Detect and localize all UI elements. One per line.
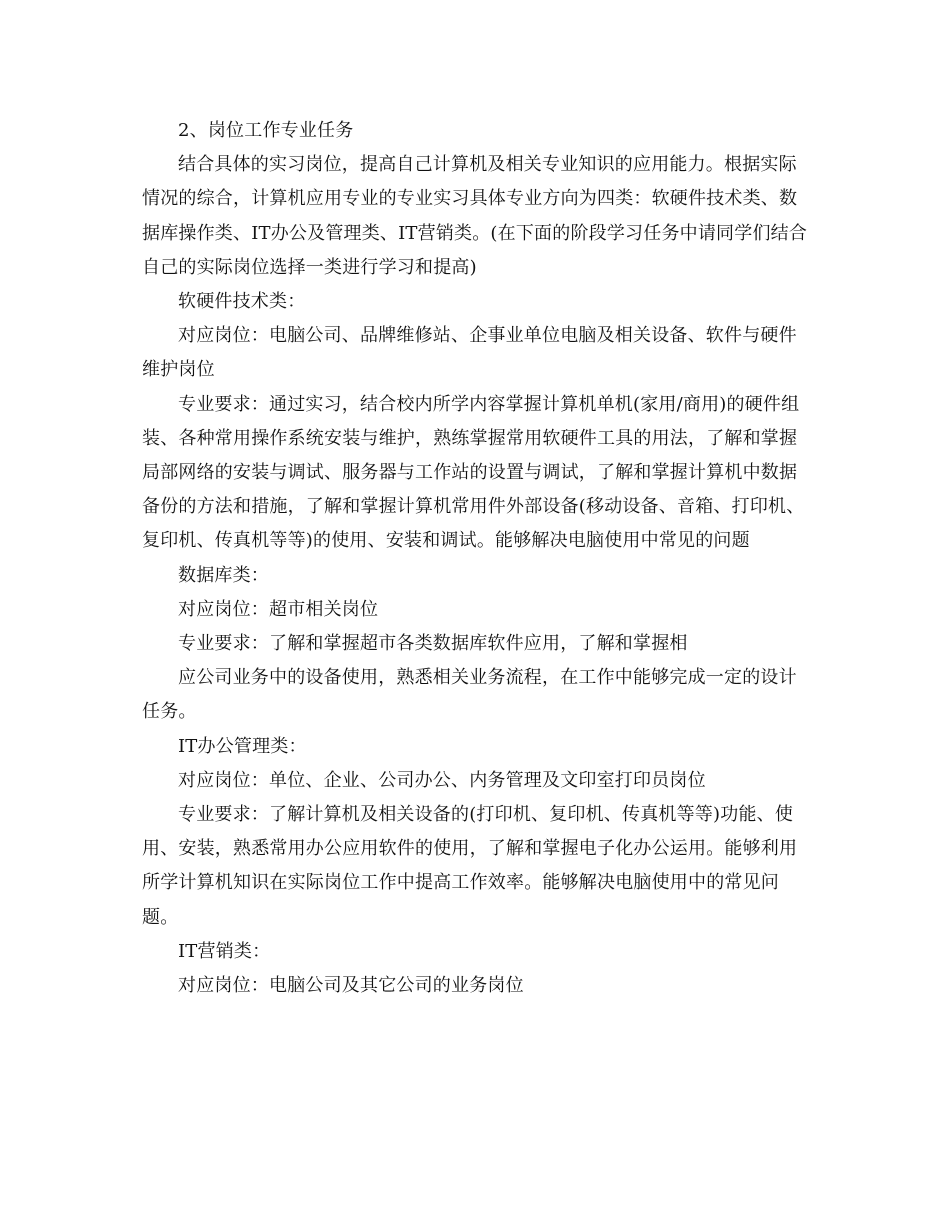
hardware-software-requirements: 专业要求：通过实习，结合校内所学内容掌握计算机单机(家用/商用)的硬件组装、各种常用操作系统安装与维护，熟练掌握常用软硬件工具的用法，了解和掌握局部网络的安装与调试、服务器与工作站的设置与调试，了解和掌握计算机中数据备份的方法和措施，了解和掌握计算机常用件外部设备(移动设备、音箱、打印机、复印机、传真机等等)的使用、安装和调试。能够解决电脑使用中常见的问题 xyxy=(142,393,805,552)
database-requirements: 专业要求：了解和掌握超市各类数据库软件应用，了解和掌握相 xyxy=(178,633,688,655)
it-office-positions: 对应岗位：单位、企业、公司办公、内务管理及文印室打印员岗位 xyxy=(178,769,706,791)
category-heading-hardware-software: 软硬件技术类： xyxy=(178,291,306,313)
database-requirements-continued: 应公司业务中的设备使用，熟悉相关业务流程，在工作中能够完成一定的设计任务。 xyxy=(142,667,797,723)
category-heading-database: 数据库类： xyxy=(178,564,269,586)
it-office-requirements: 专业要求：了解计算机及相关设备的(打印机、复印机、传真机等等)功能、使用、安装，熟悉常用办公应用软件的使用，了解和掌握电子化办公运用。能够利用所学计算机知识在实际岗位工作中提高工作效率。能够解决电脑使用中的常见问题。 xyxy=(142,804,798,928)
it-marketing-positions: 对应岗位：电脑公司及其它公司的业务岗位 xyxy=(178,975,524,997)
intro-paragraph: 结合具体的实习岗位，提高自己计算机及相关专业知识的应用能力。根据实际情况的综合，计算机应用专业的专业实习具体专业方向为四类：软硬件技术类、数据库操作类、IT办公及管理类、IT营销类。(在下面的阶段学习任务中请同学们结合自己的实际岗位选择一类进行学习和提高) xyxy=(142,154,808,278)
database-positions: 对应岗位：超市相关岗位 xyxy=(178,598,379,620)
hardware-software-positions: 对应岗位：电脑公司、品牌维修站、企事业单位电脑及相关设备、软件与硬件维护岗位 xyxy=(142,325,797,381)
category-heading-it-marketing: IT营销类： xyxy=(178,940,271,962)
section-heading: 2、岗位工作专业任务 xyxy=(178,120,354,141)
document-body xyxy=(142,114,810,1003)
category-heading-it-office: IT办公管理类： xyxy=(178,735,307,757)
